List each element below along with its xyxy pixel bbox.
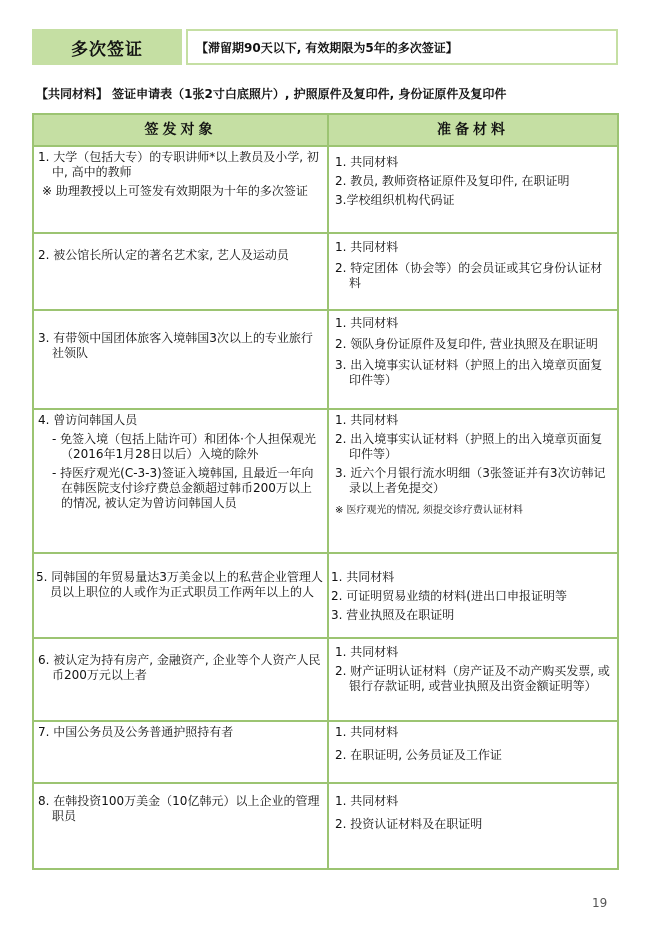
table-row — [33, 409, 618, 553]
material-item: 1. 共同材料 — [335, 645, 399, 659]
table-header-row — [33, 114, 618, 146]
material-item: 1. 共同材料 — [335, 240, 399, 254]
table-row — [33, 553, 618, 638]
table-row — [33, 638, 618, 721]
subject-cell — [33, 409, 328, 553]
materials-cell — [328, 721, 618, 783]
materials-cell — [328, 409, 618, 553]
subject-text: 2. 被公馆长所认定的著名艺术家, 艺人及运动员 — [38, 248, 289, 262]
visa-validity-note: 【滞留期90天以下, 有效期限为5年的多次签证】 — [186, 29, 618, 65]
subject-subitems — [38, 432, 323, 511]
material-item: 1. 共同材料 — [335, 725, 399, 739]
subject-text: 4. 曾访问韩国人员 — [38, 413, 138, 427]
material-item: 2. 教员, 教师资格证原件及复印件, 在职证明 — [335, 174, 570, 188]
material-item: 1. 共同材料 — [331, 570, 395, 584]
table-row — [33, 310, 618, 409]
table-row — [33, 783, 618, 869]
material-item: 1. 共同材料 — [335, 794, 399, 808]
subject-subitem: - 持医疗观光(C-3-3)签证入境韩国, 且最近一年向在韩医院支付诊疗费总金额超过韩币200万以上的情况, 被认定为曾访问韩国人员 — [52, 466, 314, 510]
materials-cell — [328, 310, 618, 409]
table-row — [33, 233, 618, 310]
material-item: 2. 投资认证材料及在职证明 — [335, 817, 483, 831]
material-item: 2. 财产证明认证材料（房产证及不动产购买发票, 或银行存款证明, 或营业执照及出资金额证明等） — [335, 664, 610, 693]
material-item: 2. 领队身份证原件及复印件, 营业执照及在职证明 — [335, 337, 598, 351]
materials-note: ※ 医疗观光的情况, 须提交诊疗费认证材料 — [335, 505, 523, 516]
subject-note: ※ 助理教授以上可签发有效期限为十年的多次签证 — [42, 184, 308, 198]
materials-cell — [328, 638, 618, 721]
material-item: 1. 共同材料 — [335, 155, 399, 169]
page-title: 多次签证 — [32, 29, 182, 65]
subject-cell — [33, 638, 328, 721]
subject-text: 7. 中国公务员及公务普通护照持有者 — [38, 725, 234, 739]
page-number: 19 — [592, 896, 608, 910]
subject-text: 5. 同韩国的年贸易量达3万美金以上的私营企业管理人员以上职位的人或作为正式职员工作两年以上的人 — [36, 570, 323, 599]
subject-cell — [33, 553, 328, 638]
material-item: 3. 近六个月银行流水明细（3张签证并有3次访韩记录以上者免提交） — [335, 466, 606, 495]
material-item: 3. 营业执照及在职证明 — [331, 608, 455, 622]
table-row — [33, 146, 618, 233]
header-subject: 签发对象 — [33, 114, 328, 146]
subject-cell — [33, 146, 328, 233]
material-item: 1. 共同材料 — [335, 413, 399, 427]
material-item: 3.学校组织机构代码证 — [335, 193, 455, 207]
subject-text: 1. 大学（包括大专）的专职讲师*以上教员及小学, 初中, 高中的教师 — [38, 150, 319, 179]
subject-cell — [33, 233, 328, 310]
subject-cell — [33, 721, 328, 783]
common-materials-line: 【共同材料】 签证申请表（1张2寸白底照片）, 护照原件及复印件, 身份证原件及复印件 — [36, 87, 507, 101]
materials-cell — [328, 146, 618, 233]
material-item: 2. 出入境事实认证材料（护照上的出入境章页面复印件等） — [335, 432, 603, 461]
subject-text: 8. 在韩投资100万美金（10亿韩元）以上企业的管理职员 — [38, 794, 320, 823]
material-item: 2. 特定团体（协会等）的会员证或其它身份认证材料 — [335, 261, 603, 290]
material-item: 2. 可证明贸易业绩的材料(进出口申报证明等 — [331, 589, 567, 603]
header-materials: 准备材料 — [328, 114, 618, 146]
materials-cell — [328, 783, 618, 869]
material-item: 3. 出入境事实认证材料（护照上的出入境章页面复印件等） — [335, 358, 603, 387]
subject-subitem: - 免签入境（包括上陆许可）和团体·个人担保观光（2016年1月28日以后）入境的除外 — [52, 432, 316, 461]
subject-text: 6. 被认定为持有房产, 金融资产, 企业等个人资产人民币200万元以上者 — [38, 653, 321, 682]
visa-requirements-table — [32, 113, 619, 870]
subject-text: 3. 有带领中国团体旅客入境韩国3次以上的专业旅行社领队 — [38, 331, 313, 360]
materials-cell — [328, 553, 618, 638]
material-item: 1. 共同材料 — [335, 316, 399, 330]
table-row — [33, 721, 618, 783]
subject-cell — [33, 783, 328, 869]
subject-cell — [33, 310, 328, 409]
materials-cell — [328, 233, 618, 310]
material-item: 2. 在职证明, 公务员证及工作证 — [335, 748, 502, 762]
